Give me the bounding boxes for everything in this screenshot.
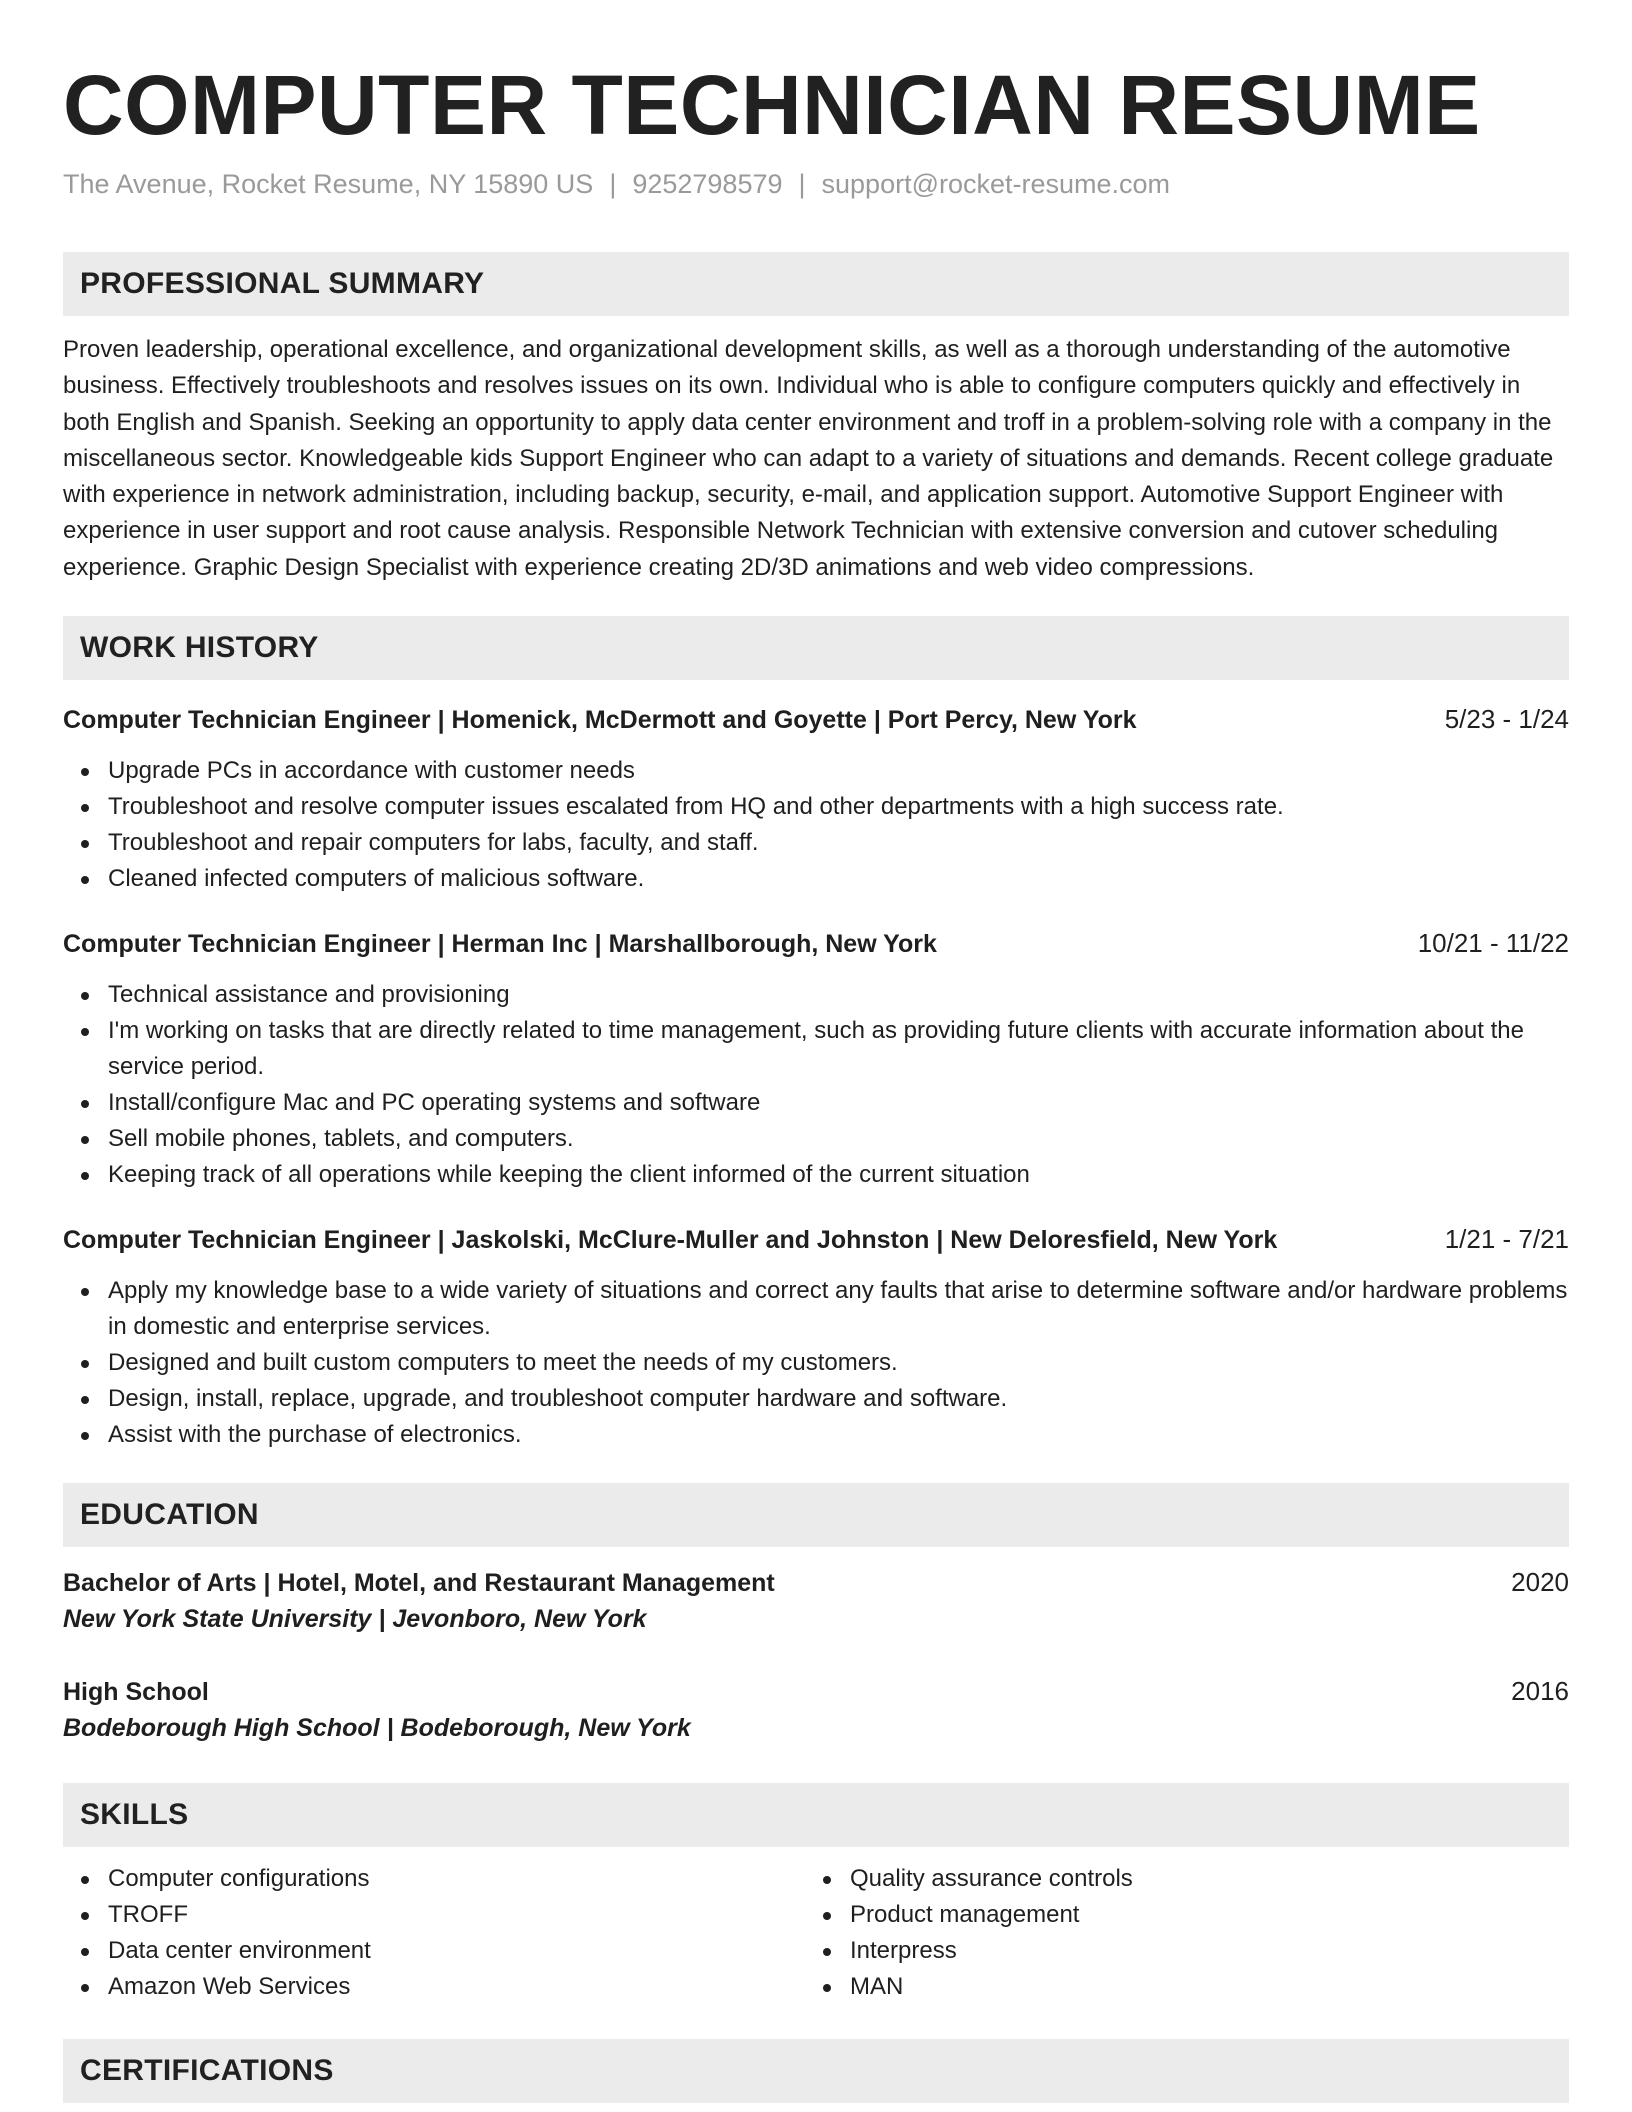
section-heading-education: EDUCATION <box>63 1483 1569 1547</box>
job-dates: 10/21 - 11/22 <box>1417 928 1569 959</box>
contact-email: support@rocket-resume.com <box>821 169 1171 199</box>
job-entry <box>63 1222 1569 1453</box>
education-degree: Bachelor of Arts | Hotel, Motel, and Restaurant Management <box>63 1569 775 1598</box>
job-bullet: Technical assistance and provisioning <box>63 977 1569 1013</box>
job-bullets <box>63 1273 1569 1453</box>
resume-title: COMPUTER TECHNICIAN RESUME <box>63 58 1481 152</box>
skills-list <box>63 1861 1569 2005</box>
skill-item: TROFF <box>63 1897 805 1933</box>
skill-item: Computer configurations <box>63 1861 805 1897</box>
contact-address: The Avenue, Rocket Resume, NY 15890 US <box>63 169 594 199</box>
job-bullet: Cleaned infected computers of malicious software. <box>63 861 1569 897</box>
job-bullet: Troubleshoot and repair computers for labs, faculty, and staff. <box>63 825 1569 861</box>
skill-item: Quality assurance controls <box>805 1861 1547 1897</box>
section-heading-certifications: CERTIFICATIONS <box>63 2039 1569 2103</box>
education-school: Bodeborough High School | Bodeborough, New York <box>63 1714 691 1743</box>
contact-phone: 9252798579 <box>632 169 783 199</box>
job-bullet: Sell mobile phones, tablets, and computers. <box>63 1121 1569 1157</box>
job-bullet: I'm working on tasks that are directly related to time management, such as providing future clients with accurate information about the service period. <box>63 1013 1569 1085</box>
job-bullet: Upgrade PCs in accordance with customer needs <box>63 753 1569 789</box>
skill-item: MAN <box>805 1969 1547 2005</box>
job-bullet: Install/configure Mac and PC operating systems and software <box>63 1085 1569 1121</box>
job-title: Computer Technician Engineer | Homenick, McDermott and Goyette | Port Percy, New York <box>63 706 1137 735</box>
job-bullets <box>63 753 1569 897</box>
education-school: New York State University | Jevonboro, New York <box>63 1605 647 1634</box>
job-bullet: Design, install, replace, upgrade, and troubleshoot computer hardware and software. <box>63 1381 1569 1417</box>
section-heading-skills: SKILLS <box>63 1783 1569 1847</box>
skills-column-right <box>805 1861 1547 2005</box>
job-bullets <box>63 977 1569 1193</box>
job-bullet: Designed and built custom computers to meet the needs of my customers. <box>63 1345 1569 1381</box>
skill-item: Interpress <box>805 1933 1547 1969</box>
job-dates: 5/23 - 1/24 <box>1444 704 1569 735</box>
job-bullet: Apply my knowledge base to a wide variety of situations and correct any faults that arise to determine software and/or hardware problems in domestic and enterprise services. <box>63 1273 1569 1345</box>
skills-column-left <box>63 1861 805 2005</box>
job-bullet: Keeping track of all operations while keeping the client informed of the current situation <box>63 1157 1569 1193</box>
summary-text: Proven leadership, operational excellence, and organizational development skills, as well as a thorough understanding of the automotive business. Effectively troubleshoots and resolves issues on its own. Individual who is able to configure computers quickly and effectively in both English and Spanish. Seeking an opportunity to apply data center environment and troff in a problem-solving role with a company in the miscellaneous sector. Knowledgeable kids Support Engineer who can adapt to a variety of situations and demands. Recent college graduate with experience in network administration, including backup, security, e-mail, and application support. Automotive Support Engineer with experience in user support and root cause analysis. Responsible Network Technician with extensive conversion and cutover scheduling experience. Graphic Design Specialist with experience creating 2D/3D animations and web video compressions. <box>63 336 1554 581</box>
job-dates: 1/21 - 7/21 <box>1444 1224 1569 1255</box>
education-year: 2020 <box>1511 1567 1569 1598</box>
job-title: Computer Technician Engineer | Herman Inc | Marshallborough, New York <box>63 930 937 959</box>
skill-item: Product management <box>805 1897 1547 1933</box>
job-bullet: Assist with the purchase of electronics. <box>63 1417 1569 1453</box>
contact-line <box>63 166 1569 202</box>
contact-separator: | <box>798 169 806 199</box>
skill-item: Amazon Web Services <box>63 1969 805 2005</box>
education-year: 2016 <box>1511 1676 1569 1707</box>
job-bullet: Troubleshoot and resolve computer issues escalated from HQ and other departments with a high success rate. <box>63 789 1569 825</box>
contact-separator: | <box>609 169 617 199</box>
education-entry <box>63 1674 1569 1747</box>
education-degree: High School <box>63 1678 209 1707</box>
section-heading-work-history: WORK HISTORY <box>63 616 1569 680</box>
skill-item: Data center environment <box>63 1933 805 1969</box>
job-entry <box>63 926 1569 1193</box>
education-entry <box>63 1565 1569 1638</box>
job-title: Computer Technician Engineer | Jaskolski, McClure-Muller and Johnston | New Deloresfield, New York <box>63 1226 1278 1255</box>
job-entry <box>63 702 1569 897</box>
section-heading-summary: PROFESSIONAL SUMMARY <box>63 252 1569 316</box>
